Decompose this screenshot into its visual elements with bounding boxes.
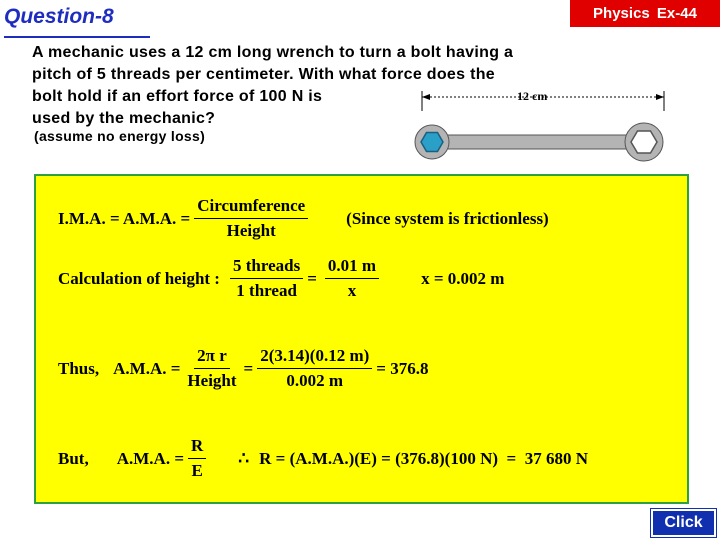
question-title: Question-8: [4, 5, 114, 28]
ama-equals: =: [243, 358, 254, 378]
therefore-symbol: ∴: [238, 448, 250, 468]
arrow-left-icon: [422, 94, 430, 100]
solution-panel: [34, 174, 689, 504]
title-underline: [4, 36, 150, 38]
ima-denominator: Height: [226, 221, 276, 240]
height-fraction-1: [230, 256, 303, 301]
height-fraction-2: [325, 256, 379, 301]
equation-ama: [58, 346, 428, 391]
subject-badge: Physics Ex-44: [568, 0, 720, 27]
height-result: x = 0.002 m: [421, 268, 505, 288]
resistance-label: But,: [58, 448, 89, 468]
ama-num-1: 2π r: [194, 346, 230, 369]
resistance-fraction: [188, 436, 206, 481]
arrow-right-icon: [656, 94, 664, 100]
ama-fraction-1: [184, 346, 239, 391]
equation-ima: [58, 196, 549, 241]
resistance-num: R: [188, 436, 206, 459]
ama-fraction-2: [257, 346, 372, 391]
height-den-2: x: [347, 281, 357, 300]
resistance-result: R = (A.M.A.)(E) = (376.8)(100 N) = 37 680 N: [259, 448, 588, 468]
ima-fraction: [194, 196, 308, 241]
ama-num-2: 2(3.14)(0.12 m): [257, 346, 372, 369]
bolt-hexagon-icon: [421, 133, 443, 152]
height-num-2: 0.01 m: [325, 256, 379, 279]
wrench-figure: [412, 87, 672, 167]
equation-height: [58, 256, 504, 301]
height-equals: =: [307, 268, 317, 288]
ama-label: Thus,: [58, 358, 100, 378]
ima-numerator: Circumference: [194, 196, 308, 219]
ama-den-2: 0.002 m: [286, 371, 344, 390]
resistance-lhs: A.M.A. =: [116, 448, 185, 468]
ima-lhs: I.M.A. = A.M.A. =: [58, 208, 191, 228]
problem-note: (assume no energy loss): [34, 128, 206, 144]
wrench-handle: [432, 135, 652, 149]
ama-result: = 376.8: [376, 358, 429, 378]
wrench-socket-icon: [631, 131, 657, 153]
click-button[interactable]: Click: [651, 509, 716, 537]
ima-remark: (Since system is frictionless): [346, 208, 549, 228]
resistance-den: E: [191, 461, 203, 480]
problem-statement: A mechanic uses a 12 cm long wrench to turn a bolt having a pitch of 5 threads per centimeter. With what force does the bolt hold if an effort force of 100 N is used by the mechanic?: [32, 44, 514, 127]
height-label: Calculation of height :: [58, 268, 220, 288]
ama-den-1: Height: [187, 371, 237, 390]
height-num-1: 5 threads: [230, 256, 303, 279]
height-den-1: 1 thread: [236, 281, 297, 300]
ama-lhs: A.M.A. =: [113, 358, 181, 378]
equation-resistance: [58, 436, 588, 481]
length-label: 12 cm: [517, 89, 548, 103]
